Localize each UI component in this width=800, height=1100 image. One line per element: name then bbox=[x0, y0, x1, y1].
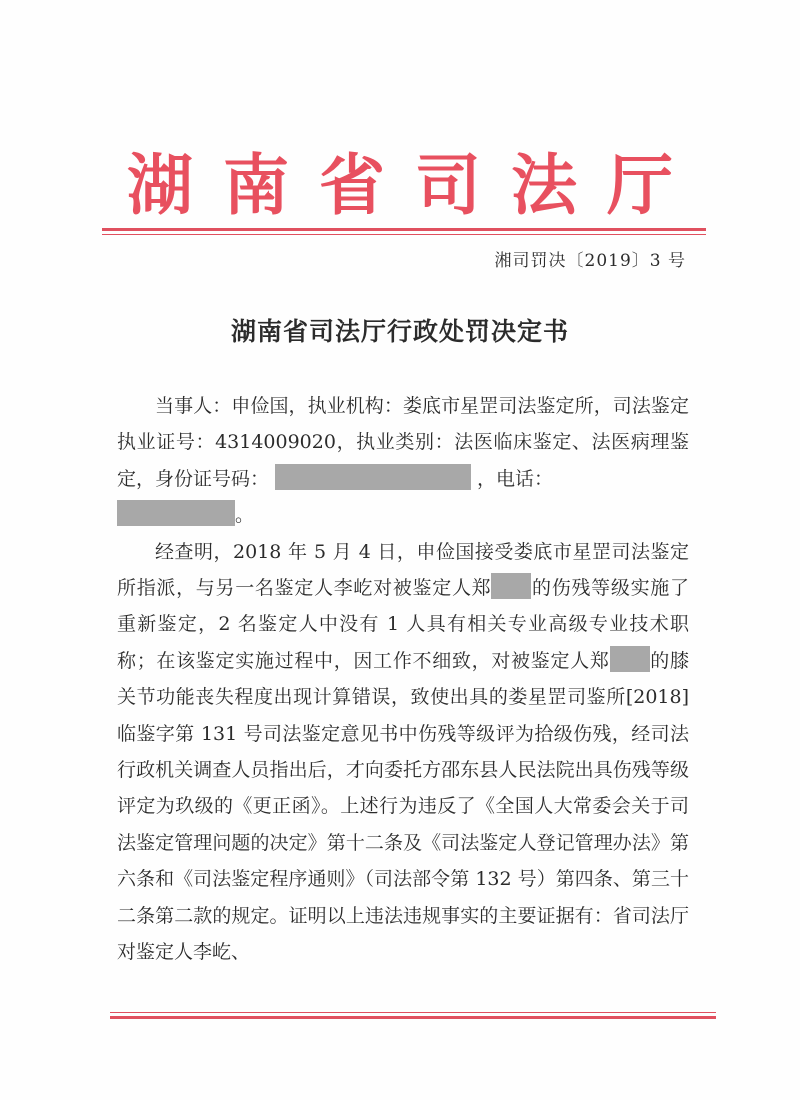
document-title: 湖南省司法厅行政处罚决定书 bbox=[230, 317, 569, 346]
footer-red-rule-thin bbox=[110, 1012, 716, 1013]
facts-paragraph bbox=[117, 534, 689, 971]
letterhead-red-rule-thick bbox=[102, 228, 706, 231]
redacted-name-1 bbox=[491, 573, 531, 599]
facts-text-1: 经查明，2018 年 5 月 4 日，申俭国接受娄底市星罡司法鉴定所指派，与另一名鉴定人李屹对被鉴定人郑 bbox=[117, 540, 689, 600]
document-body bbox=[117, 388, 689, 971]
footer-red-rule-thick bbox=[110, 1016, 716, 1019]
party-text-1: 当事人：申俭国，执业机构：娄底市星罡司法鉴定所，司法鉴定执业证号：4314009020，执业类别：法医临床鉴定、法医病理鉴定，身份证号码： bbox=[117, 395, 689, 490]
letterhead-agency-name: 湖南省司法厅 bbox=[127, 146, 703, 224]
facts-text-2: 的伤残等级实施了重新鉴定，2 名鉴定人中没有 1 人具有相关专业高级专业技术职称；在该鉴定实施过程中，因工作不细致，对被鉴定人郑 bbox=[117, 577, 689, 672]
party-paragraph bbox=[117, 388, 689, 534]
party-text-2: ，电话： bbox=[477, 467, 554, 490]
party-text-3: 。 bbox=[235, 504, 255, 527]
redacted-name-2 bbox=[610, 646, 650, 672]
document-number: 湘司罚决〔2019〕3 号 bbox=[494, 251, 686, 271]
letterhead-red-rule-thin bbox=[102, 234, 706, 235]
facts-text-3: 的膝关节功能丧失程度出现计算错误，致使出具的娄星罡司鉴所[2018]临鉴字第 131 号司法鉴定意见书中伤残等级评为拾级伤残，经司法行政机关调查人员指出后，才向委托方邵东县人民法院出具伤残等级评定为玖级的《更正函》。上述行为违反了《全国人大常委会关于司法鉴定管理问题的决定》第十二条及《司法鉴定人登记管理办法》第六条和《司法鉴定程序通则》（司法部令第 132 号）第四条、第三十二条第二款的规定。证明以上违法违规事实的主要证据有：省司法厅对鉴定人李屹、 bbox=[117, 649, 689, 964]
redacted-phone-number bbox=[117, 500, 235, 526]
redacted-id-number bbox=[275, 464, 471, 490]
